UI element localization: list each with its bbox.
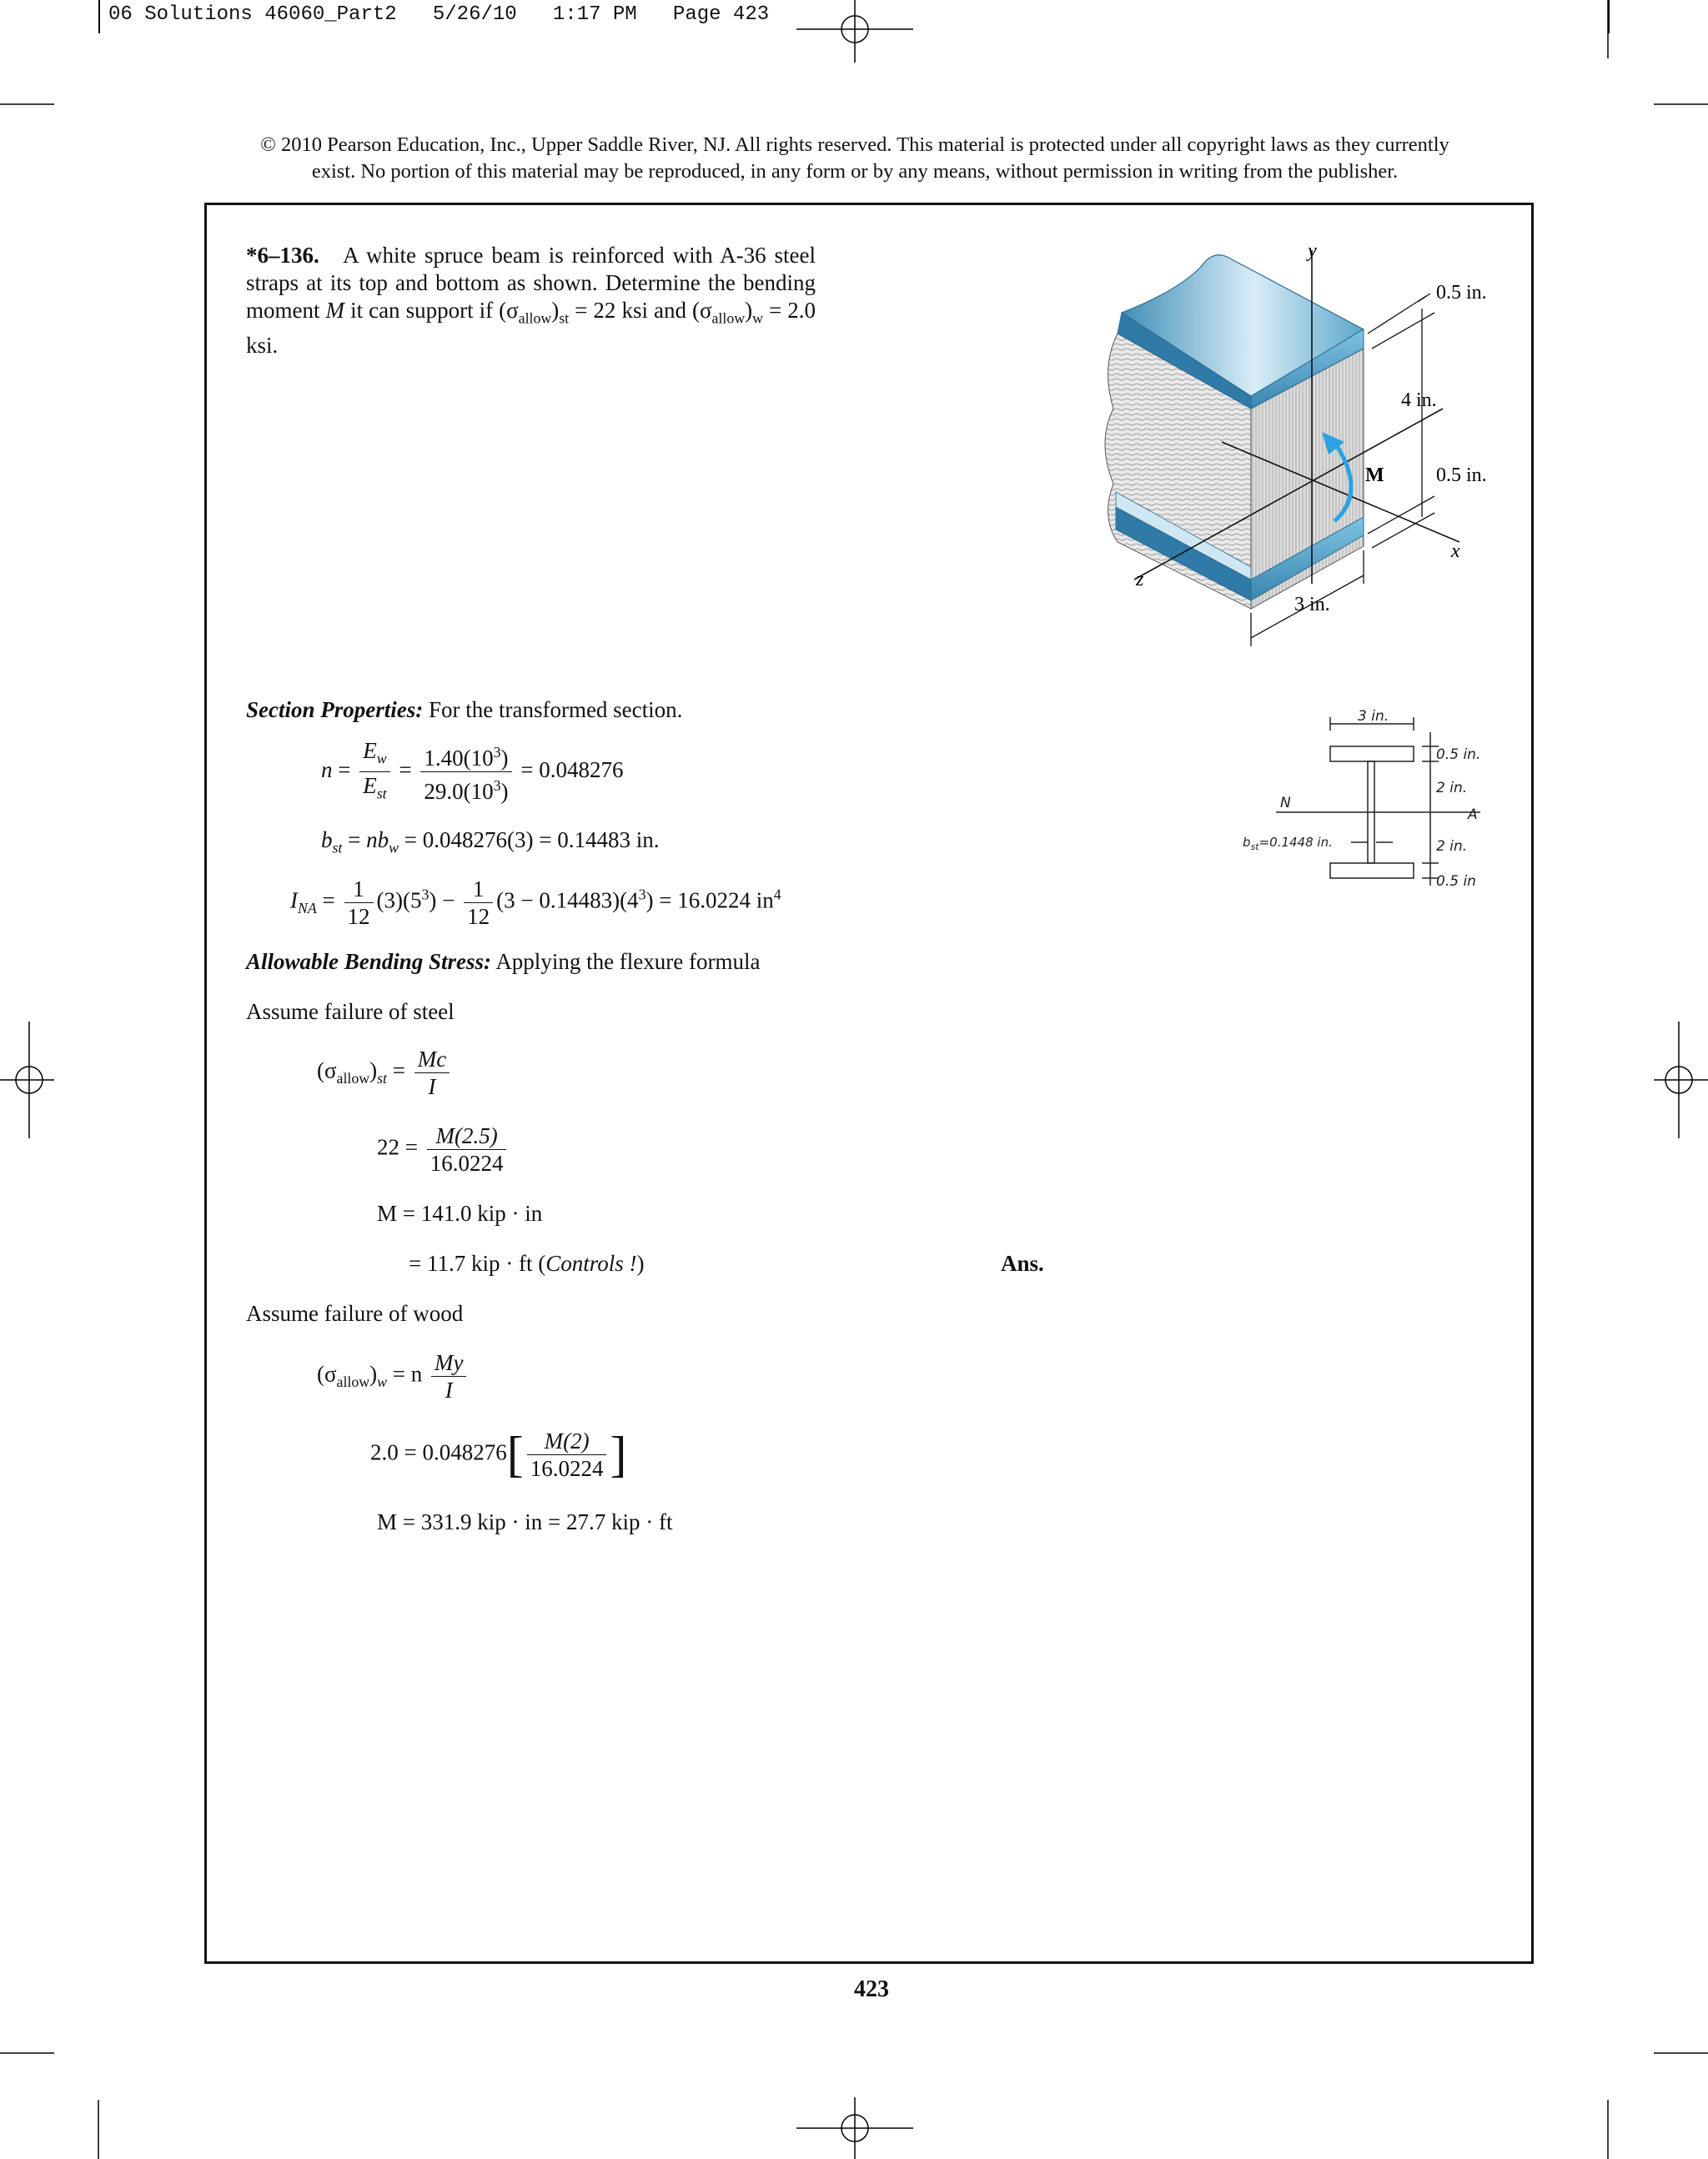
steel-controls: Controls ! xyxy=(545,1251,637,1276)
problem-text-a: A white spruce beam is reinforced with A-36 steel straps at its top and bottom as shown. Determine the bending moment xyxy=(246,243,816,323)
eq-n-den2: 29.0(10 xyxy=(424,779,494,805)
sketch-t2: 0.5 in xyxy=(1436,873,1476,890)
sketch-t1: 0.5 in. xyxy=(1436,746,1481,763)
allowable-title: Allowable Bending Stress: xyxy=(246,949,492,974)
wood-den2: 16.0224 xyxy=(530,1456,604,1481)
eq-I-result: = 16.0224 in xyxy=(659,887,774,913)
steel-ft-text: = 11.7 kip · ft ( xyxy=(409,1251,546,1276)
eq-I-sup3-2: 3 xyxy=(638,886,646,903)
problem-sub-w: w xyxy=(752,309,763,327)
eq-n-num1-sub: w xyxy=(376,750,387,767)
equation-steel-22 xyxy=(377,1122,510,1177)
problem-statement: *6–136. A white spruce beam is reinforced with A-36 steel straps at its top and bottom as shown. Determine the bending moment M it can support if $(\sigma_{allow})_{st} = 22$ ksi and $(\sigma_{allow})_w = 2.0$ ksi. xyxy=(246,243,816,359)
steel-num22: M(2.5) xyxy=(435,1123,498,1148)
allowable-heading xyxy=(246,949,760,975)
eq-b-mid: nb xyxy=(366,827,389,852)
eq-n-den1-sub: st xyxy=(376,785,387,802)
eq-I-lhs-sub: NA xyxy=(298,900,317,917)
assume-wood: Assume failure of wood xyxy=(246,1301,464,1326)
eq-I-one-2: 1 xyxy=(464,876,493,903)
wood-num2: M(2) xyxy=(544,1428,590,1454)
steel-den22: 16.0224 xyxy=(430,1151,504,1176)
equation-n: n = $\frac{E_w}{E_{st}}$ = $\frac{1.40(10^3)}{29.0(10^3)}$ = 0.048276 xyxy=(321,738,624,805)
eq-n-den1: E xyxy=(363,773,377,799)
eq-b-lhs-sub: st xyxy=(332,839,343,856)
problem-text-c: = 22 ksi and (σ xyxy=(569,298,712,323)
steel-M-ft xyxy=(409,1251,644,1277)
fig-z-label: z xyxy=(1136,569,1144,590)
wood-num: My xyxy=(435,1350,464,1375)
eq-I-lhs: I xyxy=(290,887,298,913)
wood-lhs2: 2.0 = 0.048276 xyxy=(370,1439,507,1465)
section-properties-text: For the transformed section. xyxy=(428,697,683,722)
print-slug: 06 Solutions 46060_Part2 5/26/10 1:17 PM Page 423 xyxy=(108,3,770,26)
eq-I-one: 1 xyxy=(344,876,374,903)
bottom-flange xyxy=(1330,863,1414,878)
section-properties-title: Section Properties: xyxy=(246,697,424,722)
sketch-h1: 2 in. xyxy=(1436,780,1468,796)
fig-x-label: x xyxy=(1451,540,1460,562)
sketch-bst xyxy=(1243,835,1333,852)
equation-I: $I_{NA}$ = $\frac{1}{12}$ $(3)(5^3)$ − $\frac{1}{12}$ $(3 - 0.14483)(4^3) = 16.0224$ $in^4$ xyxy=(290,876,781,929)
wood-allow-sub: allow xyxy=(336,1373,370,1391)
wood-n: = n xyxy=(392,1361,423,1387)
top-flange xyxy=(1330,746,1414,761)
eq-b-lhs: b xyxy=(321,827,333,852)
eq-n-num1: E xyxy=(363,738,377,763)
fig-dim-top: 0.5 in. xyxy=(1436,282,1487,304)
sketch-bst-sub: st xyxy=(1250,841,1259,852)
eq-n-den2-sup: 3 xyxy=(493,777,501,795)
equation-steel-flexure: $(\sigma_{allow})_{st}$ = $\frac{Mc}{I}$ xyxy=(317,1046,453,1100)
steel-den: I xyxy=(428,1074,436,1099)
fig-dim-bot: 0.5 in. xyxy=(1436,464,1487,486)
eq-I-sup4: 4 xyxy=(773,886,781,903)
eq-I-twelve-2: 12 xyxy=(467,904,490,929)
equation-bst: $b_{st} = nb_w = 0.048276(3) = 0.14483$ in. xyxy=(321,827,660,856)
problem-text-d: = 2.0 ksi. xyxy=(246,298,816,359)
problem-text-b: it can support if (σ xyxy=(350,298,519,323)
problem-text-M: M xyxy=(325,298,345,323)
sketch-A: A xyxy=(1468,806,1478,823)
equation-wood-2: 2.0 = 0.048276[ $\frac{M(2)}{16.0224}$ ] xyxy=(370,1427,627,1482)
answer-label: Ans. xyxy=(1001,1251,1044,1276)
steel-lhs-sub: st xyxy=(377,1070,388,1087)
fig-M-label: M xyxy=(1365,464,1384,486)
steel-allow-sub: allow xyxy=(336,1070,370,1087)
eq-I-part2: (3 − 0.14483)(4 xyxy=(496,887,639,913)
eq-n-lhs: n xyxy=(321,757,333,783)
problem-sub-allow-2: allow xyxy=(711,309,746,327)
steel-num: Mc xyxy=(417,1047,447,1072)
problem-sub-st: st xyxy=(559,309,570,327)
eq-b-rest: = 0.048276(3) = 0.14483 in. xyxy=(404,827,660,852)
wood-M-result: M = 331.9 kip · in = 27.7 kip · ft xyxy=(377,1509,673,1534)
steel-M-inch: M = 141.0 kip · in xyxy=(377,1201,543,1226)
eq-n-result: = 0.048276 xyxy=(520,757,624,783)
problem-number: *6–136. xyxy=(246,243,319,268)
steel-close: ) xyxy=(636,1251,645,1276)
transformed-section-sketch xyxy=(1243,709,1493,909)
copyright-line-2: exist. No portion of this material may be reproduced, in any form or by any means, without permission in writing from the publisher. xyxy=(311,160,1399,183)
page-number: 423 xyxy=(854,1976,889,2002)
wood-den: I xyxy=(445,1378,453,1403)
fig-y-label: y xyxy=(1308,242,1317,262)
copyright-notice xyxy=(200,132,1510,185)
fig-dim-width: 3 in. xyxy=(1294,594,1330,615)
eq-I-sup3: 3 xyxy=(421,886,430,903)
copyright-line-1: © 2010 Pearson Education, Inc., Upper Saddle River, NJ. All rights reserved. This material is protected under all copyright laws as they currently xyxy=(260,133,1449,156)
eq-I-part1: (3)(5 xyxy=(376,887,422,913)
wood-lhs-sub: w xyxy=(377,1373,388,1391)
sketch-N: N xyxy=(1280,795,1291,811)
steel-lhs22: 22 = xyxy=(377,1134,418,1160)
sketch-bst-b: b xyxy=(1243,835,1251,850)
eq-b-mid-sub: w xyxy=(389,839,399,856)
eq-I-twelve: 12 xyxy=(347,904,370,929)
fig-dim-mid: 4 in. xyxy=(1401,389,1437,411)
allowable-text: Applying the flexure formula xyxy=(495,949,761,974)
section-properties-heading xyxy=(246,697,682,723)
eq-n-num2-sup: 3 xyxy=(493,744,501,761)
sketch-width: 3 in. xyxy=(1358,709,1389,725)
beam-figure xyxy=(1084,242,1518,659)
sketch-h2: 2 in. xyxy=(1436,838,1468,855)
sketch-bst-val: =0.1448 in. xyxy=(1258,835,1333,850)
eq-n-num2: 1.40(10 xyxy=(424,746,494,771)
equation-wood-flexure: $(\sigma_{allow})_w = n$ $\frac{My}{I}$ xyxy=(317,1349,470,1403)
problem-sub-allow: allow xyxy=(518,309,552,327)
assume-steel: Assume failure of steel xyxy=(246,999,455,1024)
